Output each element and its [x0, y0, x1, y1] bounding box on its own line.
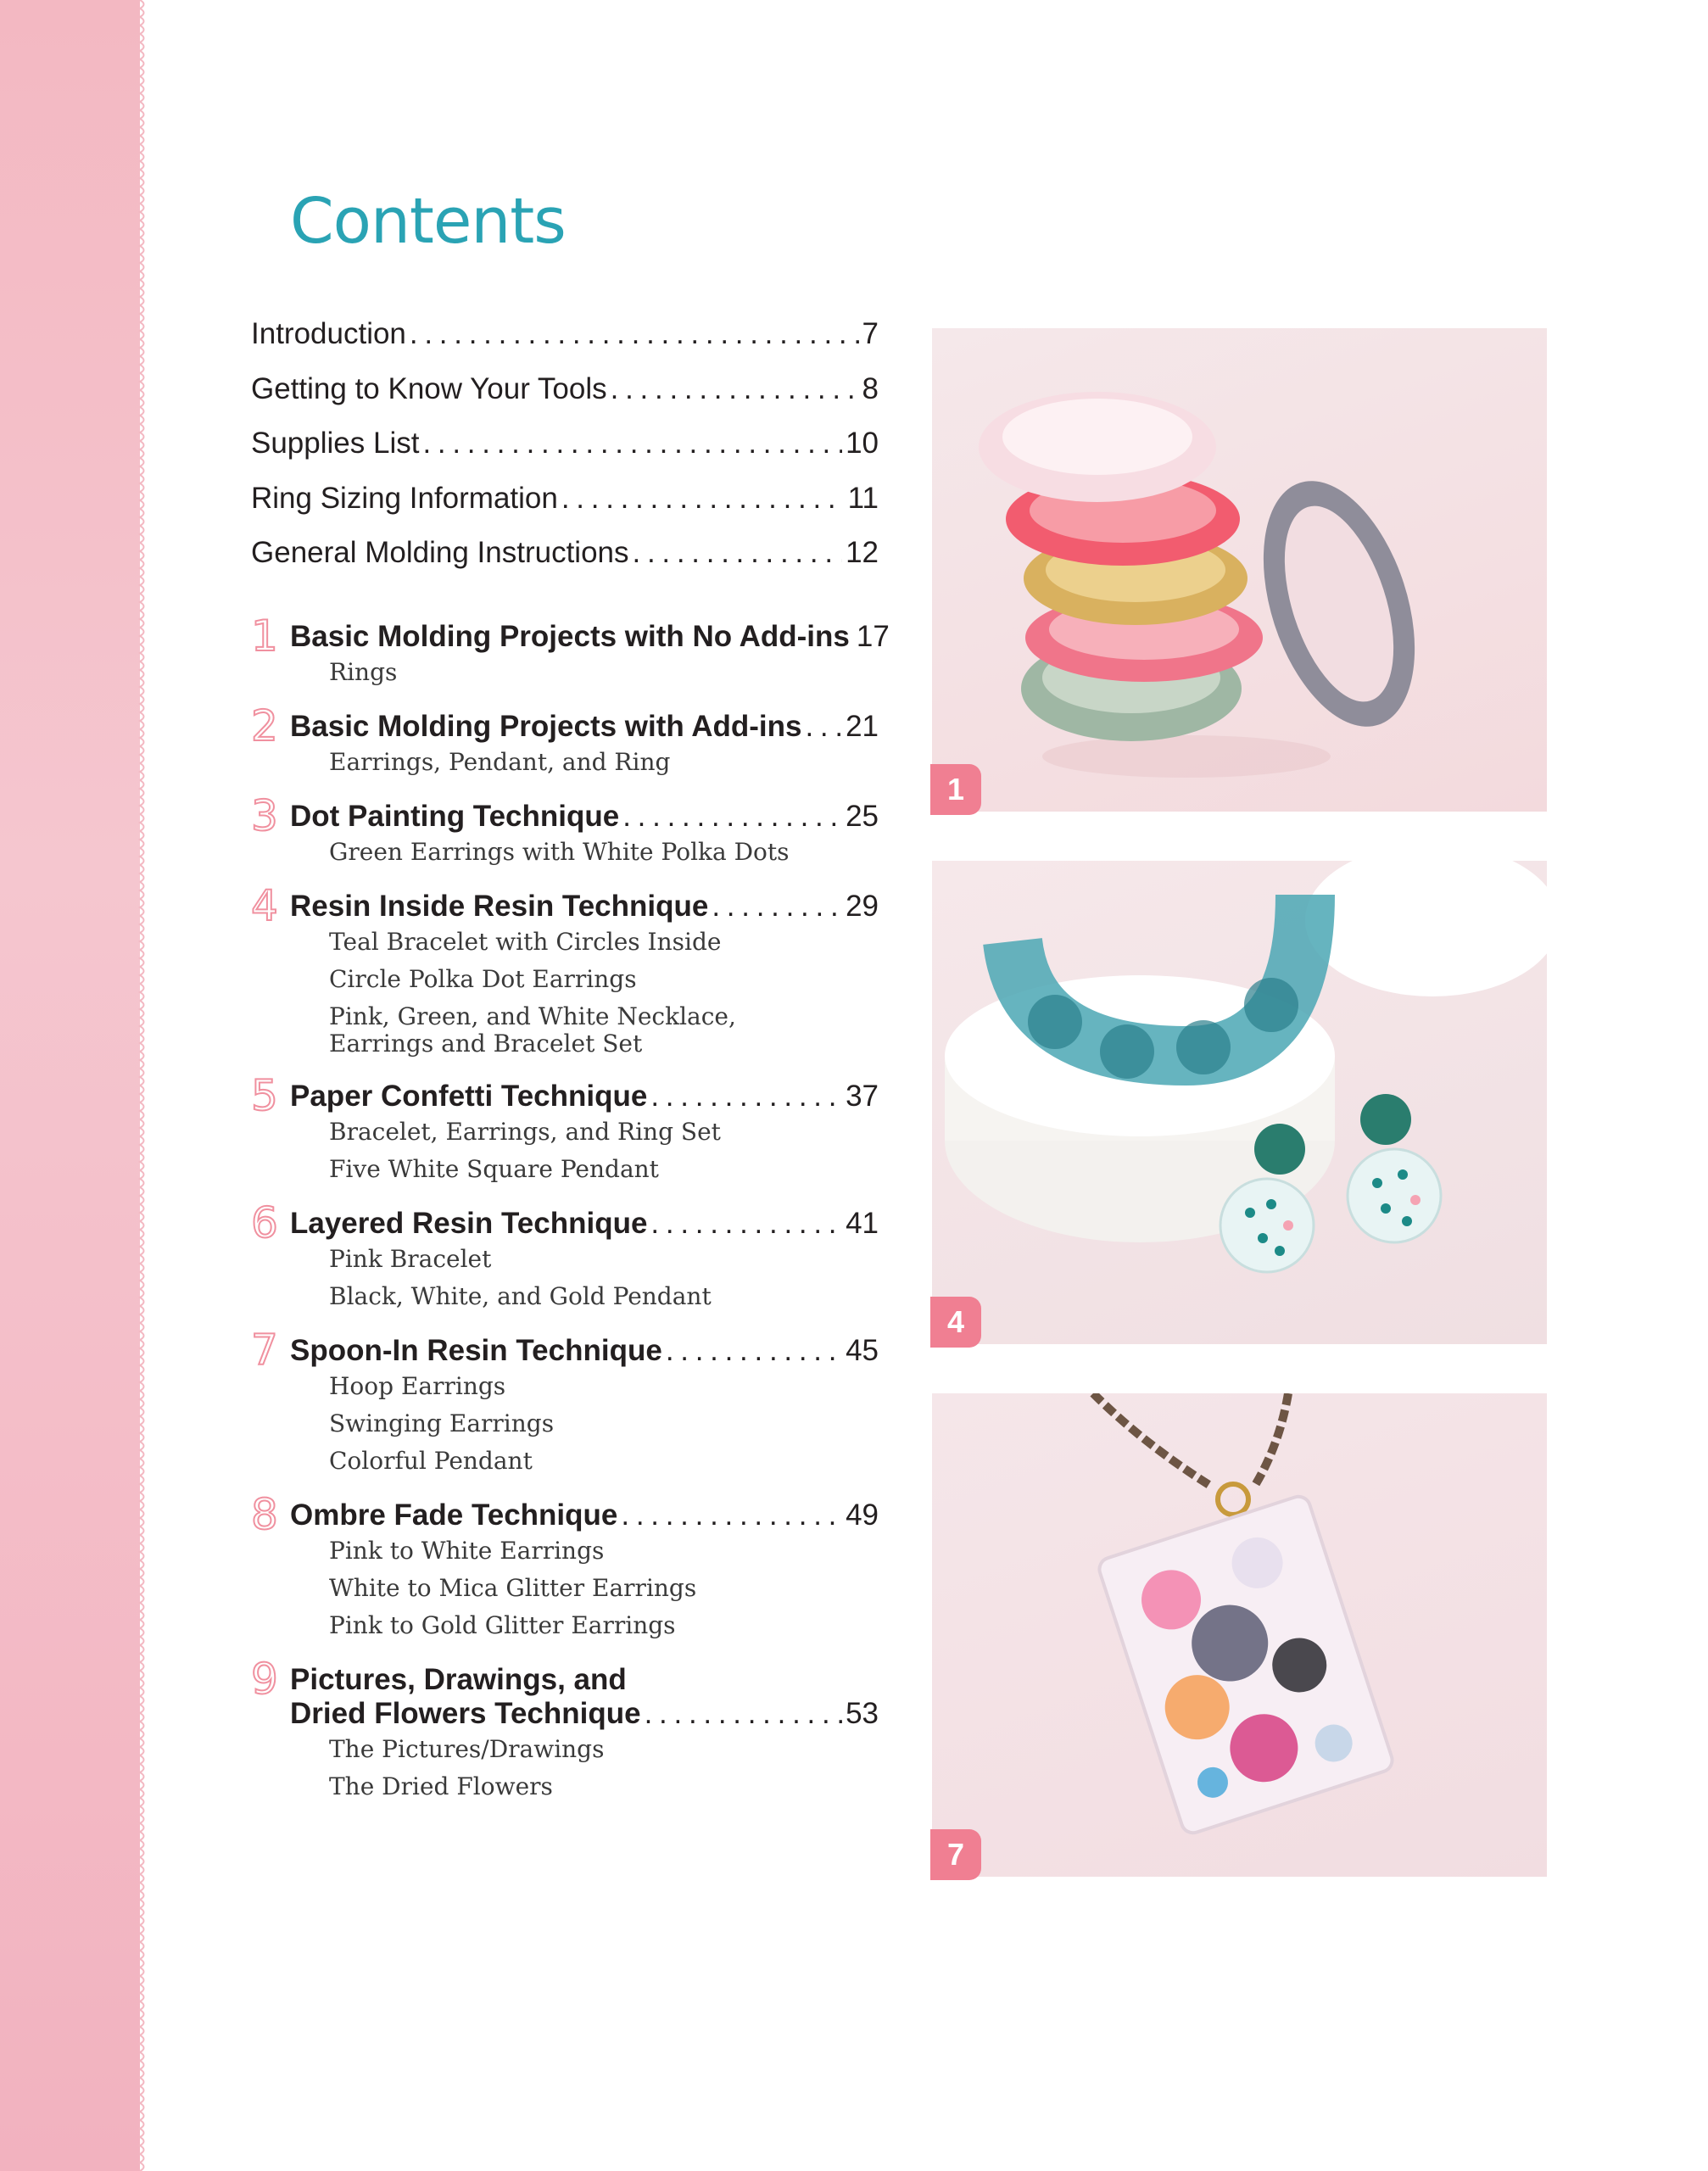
entry-page: 11 — [847, 481, 879, 515]
photo-badge: 1 — [930, 764, 981, 815]
toc-entry[interactable] — [251, 372, 879, 427]
entry-label: Supplies List — [251, 427, 420, 460]
leader-dots — [410, 317, 859, 351]
chapter-title: Ombre Fade Technique — [290, 1498, 618, 1532]
leader-dots — [666, 1334, 842, 1368]
chapter-title: Dried Flowers Technique — [290, 1696, 641, 1730]
leader-dots — [422, 427, 842, 460]
chapter-entry[interactable] — [251, 710, 879, 744]
chapter-7 — [251, 1325, 879, 1480]
leader-dots — [611, 372, 859, 406]
chapter-page: 45 — [846, 1333, 879, 1367]
chapter-number: 1 — [251, 611, 278, 661]
side-decorative-strip — [0, 0, 140, 2171]
chapter-item: Rings — [329, 657, 398, 686]
chapter-item: Bracelet, Earrings, and Ring Set — [329, 1117, 721, 1146]
leader-dots — [561, 482, 845, 516]
chapter-page: 21 — [846, 709, 879, 743]
chapter-item: Pink, Green, and White Necklace, — [329, 1002, 736, 1030]
entry-page: 8 — [862, 371, 879, 405]
chapter-entry[interactable] — [251, 619, 890, 654]
leader-dots — [650, 1207, 842, 1241]
chapter-2 — [251, 700, 879, 781]
leader-dots — [805, 710, 842, 744]
chapter-1 — [251, 611, 890, 691]
chapter-number: 4 — [251, 880, 278, 930]
chapter-item: Pink Bracelet — [329, 1244, 492, 1273]
chapter-item: Swinging Earrings — [329, 1409, 555, 1437]
photo-pendant — [932, 1393, 1547, 1877]
chapter-title: Basic Molding Projects with No Add-ins — [290, 619, 850, 653]
toc-entry[interactable] — [251, 317, 879, 372]
chapter-item: Green Earrings with White Polka Dots — [329, 837, 790, 866]
chapter-item: Earrings, Pendant, and Ring — [329, 747, 671, 776]
chapter-page: 29 — [846, 889, 879, 923]
rings-illustration — [932, 328, 1547, 812]
chapter-item: Pink to Gold Glitter Earrings — [329, 1610, 676, 1639]
page-title: Contents — [290, 185, 566, 258]
photo-badge: 4 — [930, 1297, 981, 1348]
chapter-item: Black, White, and Gold Pendant — [329, 1281, 712, 1310]
chapter-number: 9 — [251, 1654, 278, 1704]
chapter-item: Colorful Pendant — [329, 1446, 533, 1475]
chapter-page: 53 — [846, 1696, 879, 1730]
chapter-page: 17 — [856, 619, 890, 653]
chapter-6 — [251, 1197, 879, 1315]
entry-page: 7 — [862, 317, 879, 350]
chapter-number: 6 — [251, 1197, 278, 1247]
chapter-title: Basic Molding Projects with Add-ins — [290, 709, 802, 743]
chapter-title: Layered Resin Technique — [290, 1206, 648, 1240]
chapter-title-line1: Pictures, Drawings, and — [290, 1662, 627, 1696]
intro-section — [251, 317, 879, 591]
entry-page: 12 — [846, 536, 879, 569]
chapter-item: Teal Bracelet with Circles Inside — [329, 927, 722, 956]
chapter-entry[interactable] — [251, 1697, 879, 1731]
leader-dots — [712, 890, 842, 924]
leader-dots — [650, 1080, 842, 1113]
chapter-3 — [251, 790, 879, 871]
bracelet-illustration — [932, 861, 1547, 1344]
toc-entry[interactable] — [251, 482, 879, 537]
chapter-item: Earrings and Bracelet Set — [329, 1029, 643, 1058]
chapter-item: Circle Polka Dot Earrings — [329, 964, 637, 993]
chapter-item: Hoop Earrings — [329, 1371, 506, 1400]
chapter-entry[interactable] — [251, 890, 879, 924]
chapter-title: Paper Confetti Technique — [290, 1079, 648, 1113]
pendant-illustration — [932, 1393, 1547, 1877]
chapter-title: Resin Inside Resin Technique — [290, 889, 709, 923]
leader-dots — [633, 536, 843, 570]
chapter-number: 3 — [251, 790, 278, 840]
chapter-entry[interactable] — [251, 800, 879, 834]
chapter-4 — [251, 880, 879, 1058]
toc-entry[interactable] — [251, 536, 879, 591]
chapter-page: 49 — [846, 1498, 879, 1532]
chapter-item: White to Mica Glitter Earrings — [329, 1573, 697, 1602]
chapter-item: The Pictures/Drawings — [329, 1734, 605, 1763]
chapter-entry[interactable] — [251, 1498, 879, 1532]
chapter-number: 7 — [251, 1325, 278, 1375]
leader-dots — [621, 1498, 842, 1532]
entry-label: Ring Sizing Information — [251, 481, 558, 515]
chapter-page: 25 — [846, 799, 879, 833]
leader-dots — [622, 800, 842, 834]
chapter-page: 41 — [846, 1206, 879, 1240]
entry-label: Getting to Know Your Tools — [251, 371, 607, 405]
chapter-entry[interactable] — [251, 1080, 879, 1113]
photo-rings — [932, 328, 1547, 812]
chapter-item: The Dried Flowers — [329, 1772, 553, 1800]
entry-page: 10 — [846, 427, 879, 460]
wavy-edge — [136, 0, 161, 2171]
chapter-item: Pink to White Earrings — [329, 1536, 605, 1565]
chapter-title: Dot Painting Technique — [290, 799, 620, 833]
chapter-number: 2 — [251, 700, 278, 751]
chapter-5 — [251, 1070, 879, 1188]
toc-entry[interactable] — [251, 427, 879, 482]
chapter-item: Five White Square Pendant — [329, 1154, 659, 1183]
chapter-entry[interactable] — [251, 1334, 879, 1368]
entry-label: General Molding Instructions — [251, 536, 629, 569]
photo-badge: 7 — [930, 1829, 981, 1880]
chapter-page: 37 — [846, 1079, 879, 1113]
chapter-9 — [251, 1654, 879, 1805]
photo-bracelet — [932, 861, 1547, 1344]
entry-label: Introduction — [251, 317, 406, 350]
chapter-entry[interactable] — [251, 1207, 879, 1241]
table-of-contents — [251, 317, 890, 1805]
chapter-number: 8 — [251, 1489, 278, 1539]
chapter-number: 5 — [251, 1070, 278, 1120]
chapter-title-line — [251, 1663, 879, 1697]
chapter-title: Spoon-In Resin Technique — [290, 1333, 662, 1367]
leader-dots — [645, 1697, 842, 1731]
chapter-8 — [251, 1489, 879, 1644]
